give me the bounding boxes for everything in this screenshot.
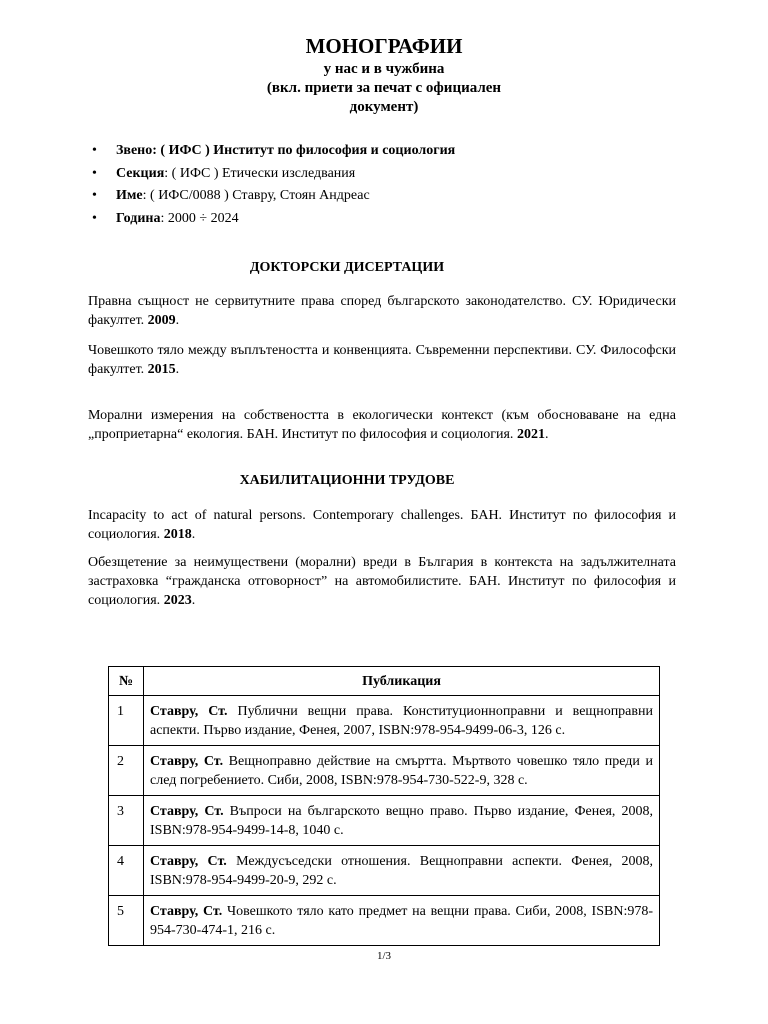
publication-cell: Ставру, Ст. Междусъседски отношения. Вещноправни аспекти. Фенея, 2008, ISBN:978-954-9499-20-9, 292 с.: [144, 846, 660, 896]
dissertation-item: Морални измерения на собствеността в екологически контекст (към обосноваване на една „проприетарна“ екология. БАН. Институт по философия и социология. 2021.: [88, 408, 676, 442]
dissertation-item: Човешкото тяло между въплътеността и конвенцията. Съвременни перспективи. СУ. Философски факултет. 2015.: [88, 343, 676, 377]
bullet-icon: •: [92, 165, 97, 181]
row-number: 4: [109, 846, 144, 896]
subtitle-line: (вкл. приети за печат с официален: [266, 80, 502, 96]
publication-cell: Ставру, Ст. Човешкото тяло като предмет на вещни права. Сиби, 2008, ISBN:978-954-730-474-1, 216 с.: [144, 896, 660, 946]
meta-label: Име: [116, 188, 143, 204]
meta-label: Секция: [116, 165, 165, 181]
bullet-icon: •: [92, 211, 97, 227]
subtitle-line: документ): [349, 99, 419, 115]
metadata-list: [92, 140, 692, 231]
section-heading-dissertations: ДОКТОРСКИ ДИСЕРТАЦИИ: [249, 260, 445, 275]
subtitle-line: у нас и в чужбина: [323, 61, 445, 77]
row-number: 5: [109, 896, 144, 946]
page-number: 1/3: [376, 950, 392, 962]
habilitation-item: Обезщетение за неимуществени (морални) вреди в България в контекста на задължителната застраховка “гражданска отговорност” на автомобилистите. БАН. Институт по философия и социология. 2023.: [88, 555, 676, 608]
bullet-icon: •: [92, 143, 97, 158]
meta-year: [92, 208, 692, 231]
section-heading-habilitation: ХАБИЛИТАЦИОННИ ТРУДОВЕ: [239, 473, 455, 488]
meta-unit: [92, 140, 692, 163]
table-row: [109, 846, 660, 896]
table-header-row: [109, 667, 660, 696]
row-number: 2: [109, 746, 144, 796]
row-number: 1: [109, 696, 144, 746]
table-row: [109, 896, 660, 946]
bullet-icon: •: [92, 188, 97, 204]
habilitation-item: Incapacity to act of natural persons. Contemporary challenges. БАН. Институт по философия и социология. 2018.: [88, 508, 676, 542]
column-header-publication: Публикация: [144, 667, 660, 696]
meta-label: Звено:: [116, 143, 157, 158]
meta-label: Година: [116, 211, 161, 227]
column-header-number: №: [109, 667, 144, 696]
meta-value: : ( ИФС/0088 ) Ставру, Стоян Андреас: [142, 188, 370, 204]
publications-table: [108, 666, 660, 946]
publication-cell: Ставру, Ст. Публични вещни права. Конституционноправни и вещноправни аспекти. Първо издание, Фенея, 2007, ISBN:978-954-9499-06-3, 126 с.: [144, 696, 660, 746]
dissertation-item: Правна същност не сервитутните права според българското законодателство. СУ. Юридически факултет. 2009.: [88, 294, 676, 328]
meta-name: [92, 185, 692, 208]
meta-value: : 2000 ÷ 2024: [160, 211, 239, 227]
table-row: [109, 796, 660, 846]
table-row: [109, 746, 660, 796]
publication-cell: Ставру, Ст. Въпроси на българското вещно право. Първо издание, Фенея, 2008, ISBN:978-954-9499-14-8, 1040 с.: [144, 796, 660, 846]
publication-cell: Ставру, Ст. Вещноправно действие на смъртта. Мъртвото човешко тяло преди и след погребението. Сиби, 2008, ISBN:978-954-730-522-9, 328 с.: [144, 746, 660, 796]
page-title: МОНОГРАФИИ: [305, 34, 463, 58]
meta-value: : ( ИФС ) Етически изследвания: [164, 165, 356, 181]
meta-section: [92, 163, 692, 186]
page-subtitle: [0, 60, 768, 117]
meta-value: ( ИФС ) Институт по философия и социология: [156, 143, 456, 158]
row-number: 3: [109, 796, 144, 846]
table-row: [109, 696, 660, 746]
